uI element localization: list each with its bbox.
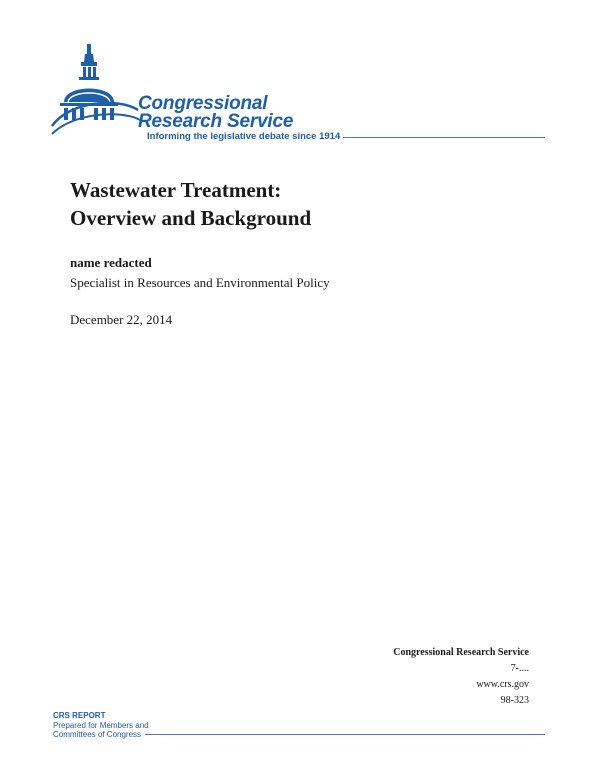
footer-line2: Committees of Congress	[53, 730, 142, 739]
crs-logo	[50, 40, 560, 150]
crs-info-block	[393, 645, 529, 709]
document-title-line1: Wastewater Treatment:	[70, 178, 282, 202]
logo-title-line2: Research Service	[138, 111, 294, 132]
logo-rule	[343, 137, 545, 138]
footer-line1: Prepared for Members and	[53, 721, 149, 730]
logo-title-line1: Congressional	[138, 93, 268, 114]
author-role: Specialist in Resources and Environmental Policy	[70, 275, 330, 290]
author-name: name redacted	[70, 255, 152, 270]
crs-report-number: 98-323	[500, 695, 529, 706]
document-date: December 22, 2014	[70, 312, 173, 327]
capitol-dome-icon	[50, 40, 140, 140]
footer-report-label: CRS REPORT	[53, 711, 106, 720]
footer-rule	[145, 734, 545, 735]
crs-phone: 7-....	[510, 663, 529, 674]
document-title-line2: Overview and Background	[70, 206, 312, 230]
crs-website: www.crs.gov	[476, 679, 529, 690]
crs-organization: Congressional Research Service	[393, 647, 529, 658]
footer	[53, 711, 149, 739]
logo-tagline: Informing the legislative debate since 1914	[147, 131, 341, 142]
document-title	[70, 176, 311, 232]
